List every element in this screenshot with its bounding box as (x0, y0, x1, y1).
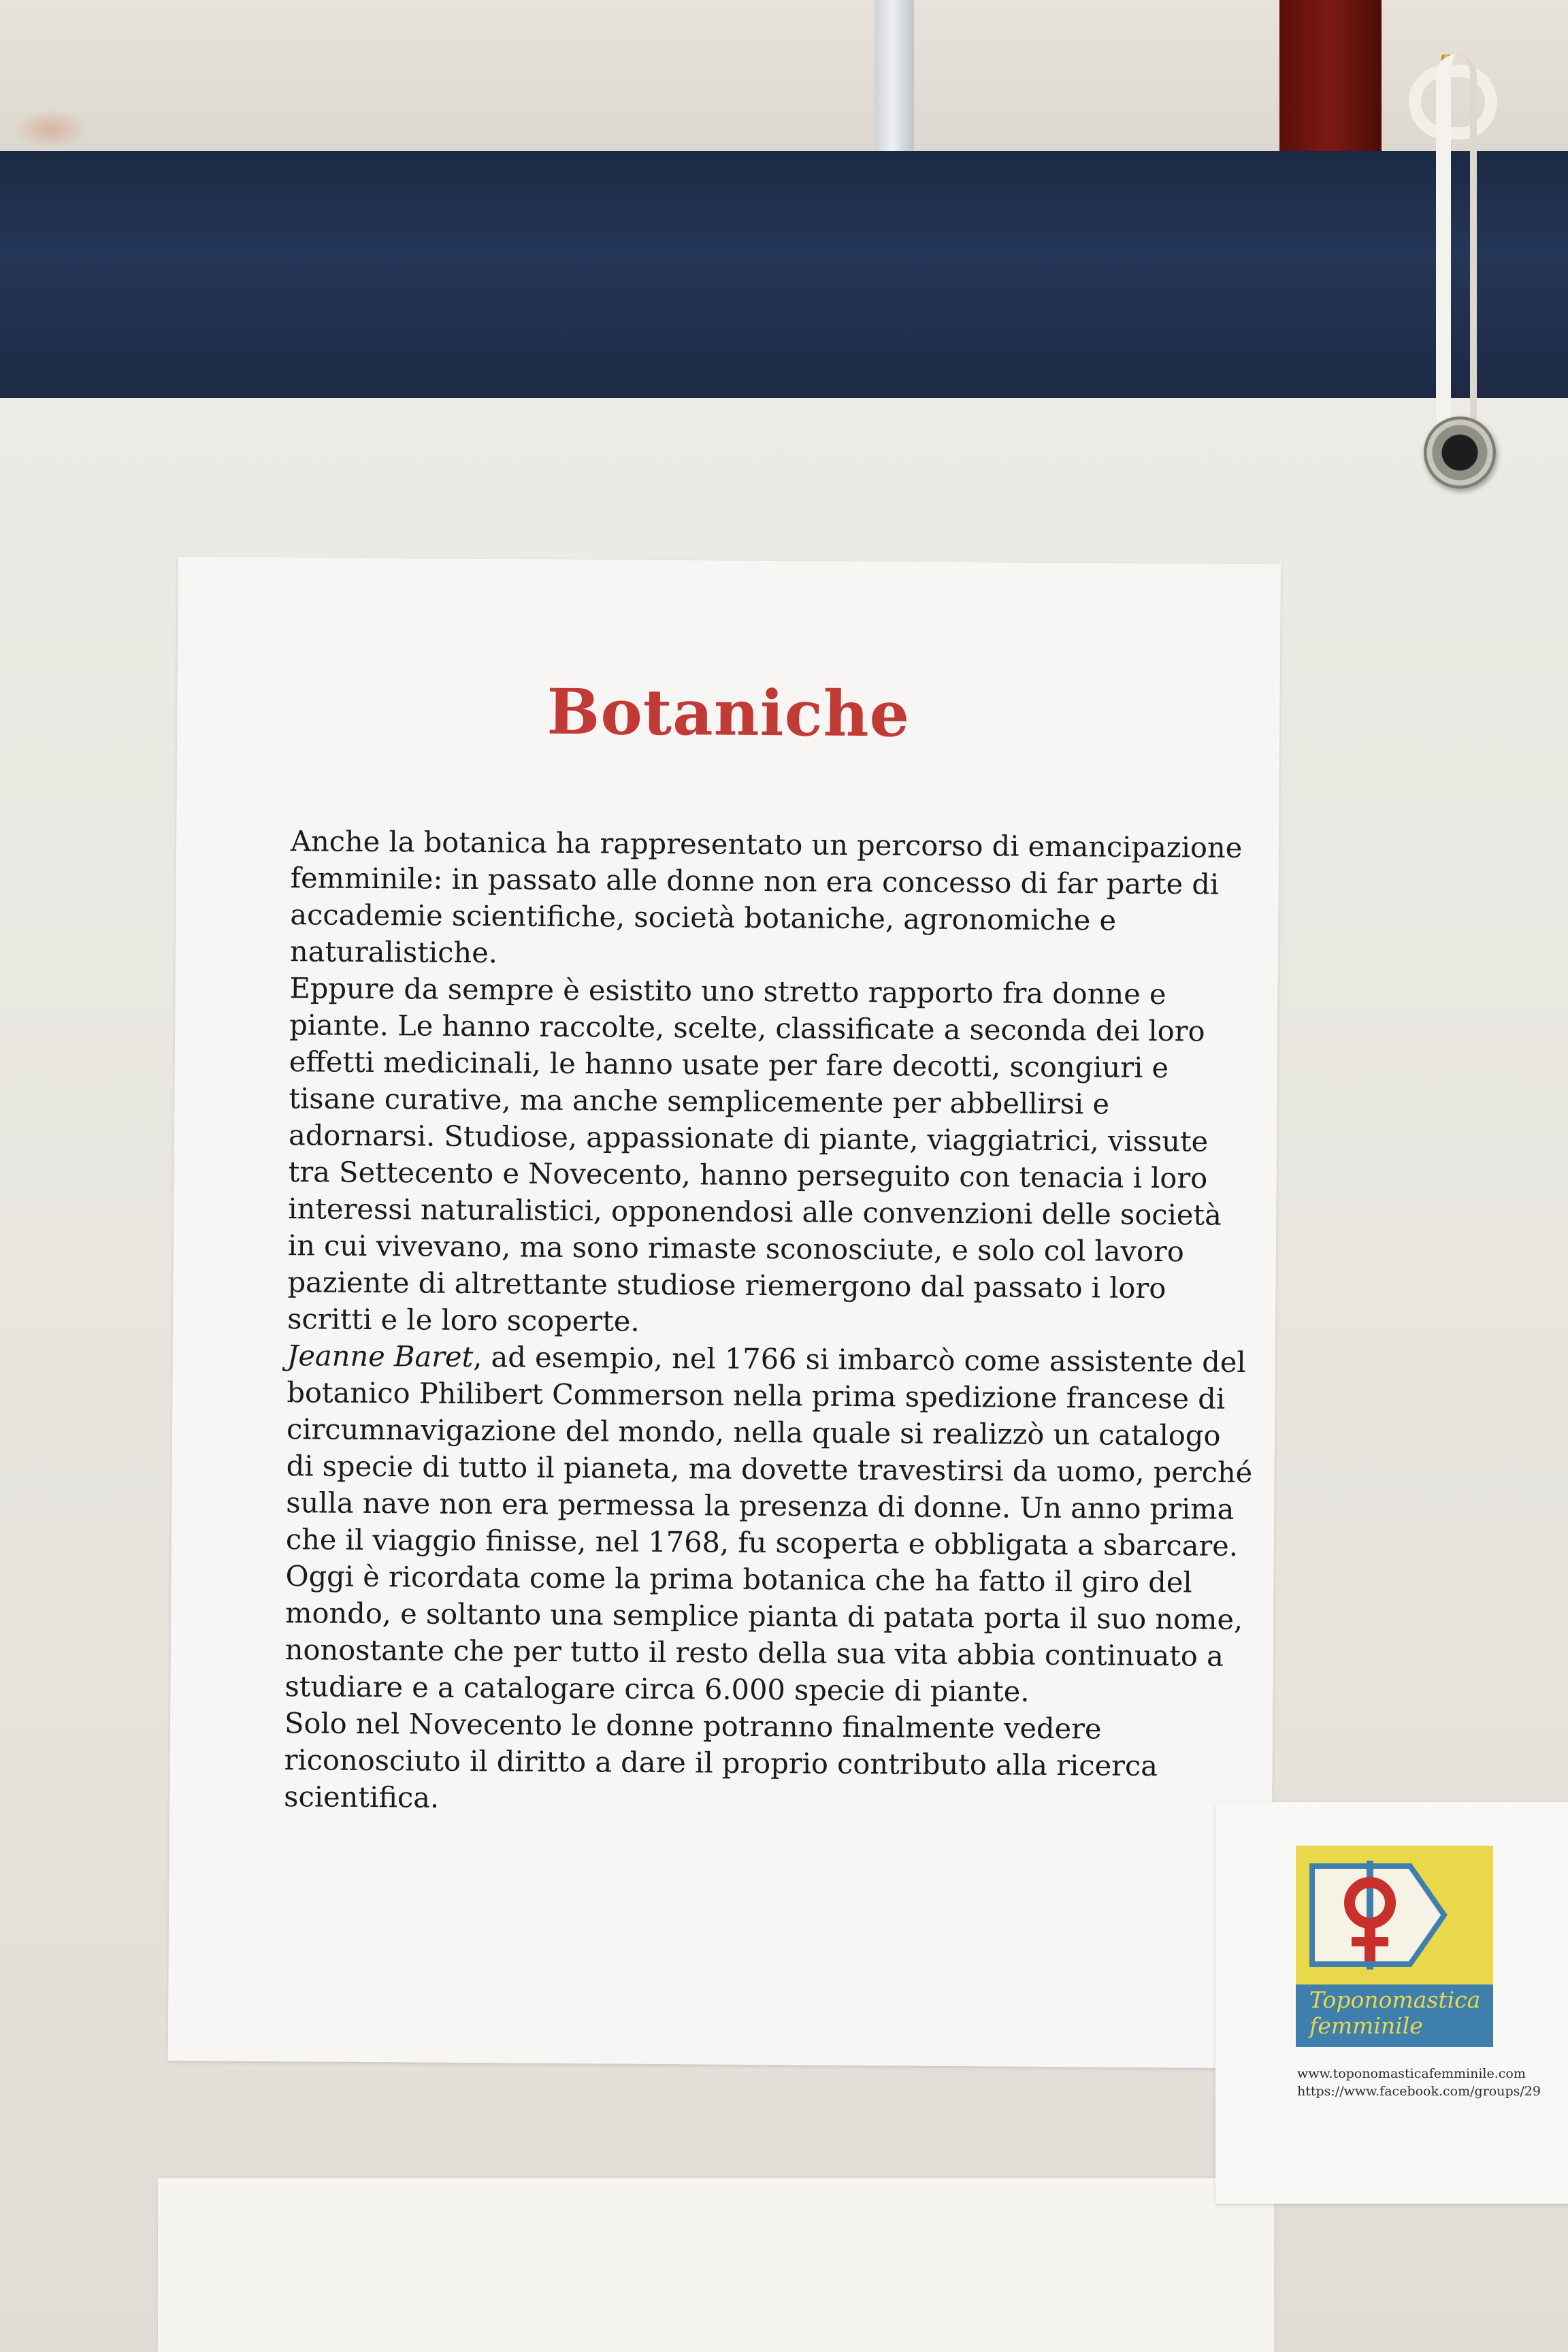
poster-body (284, 823, 1257, 1822)
toponomastica-logo (1296, 1846, 1493, 2047)
logo-line-1: Toponomastica (1309, 1987, 1481, 2013)
paragraph-intro: Anche la botanica ha rappresentato un percorso di emancipazione femminile: in passato alle donne non era concesso di far parte di accademie scientifiche, società botaniche, agronomiche e naturalistiche. (289, 824, 1243, 970)
wall-pipe (875, 0, 914, 157)
poster-title: Botaniche (546, 674, 911, 751)
logo-text (1309, 1987, 1486, 2039)
card-links (1297, 2065, 1568, 2100)
paragraph-jeanne-baret (284, 1337, 1254, 1712)
red-panel (1279, 0, 1382, 157)
hanging-cord (1436, 54, 1477, 436)
jeanne-baret-text: , ad esempio, nel 1766 si imbarcò come assistente del botanico Philibert Commerson nella prima spedizione francese di circumnavigazione del mondo, nella quale si realizzò un catalogo di specie di tutto il pianeta, ma dovette travestirsi da uomo, perché sulla nave non era permessa la presenza di donne. Un anno prima che il viaggio finisse, nel 1768, fu scoperta e obbligata a sbarcare. Oggi è ricordata come la prima botanica che ha fatto il giro del mondo, e soltanto una semplice pianta di patata porta il suo nome, nonostante che per tutto il resto della sua vita abbia continuato a studiare e a catalogare circa 6.000 specie di piante. (284, 1340, 1253, 1708)
metal-grommet (1424, 416, 1496, 489)
paragraph-conclusion: Solo nel Novecento le donne potranno finalmente vedere riconosciuto il diritto a dare il proprio contributo alla ricerca scientifica. (284, 1706, 1158, 1814)
venus-symbol-signpost-icon (1308, 1861, 1451, 1970)
wall-decoration (14, 109, 88, 150)
poster-sheet (168, 557, 1281, 2068)
paragraph-women-and-plants: Eppure da sempre è esistito uno stretto rapporto fra donne e piante. Le hanno raccolte, scelte, classificate a seconda dei loro effetti medicinali, le hanno usate per fare decotti, scongiuri e tisane curative, ma anche semplicemente per abbellirsi e adornarsi. Studiose, appassionate di piante, viaggiatrici, vissute tra Settecento e Novecento, hanno perseguito con tenacia i loro interessi naturalistici, opponendosi alle convenzioni delle società in cui vivevano, ma sono rimaste sconosciute, e solo col lavoro paziente di altrettante studiose riemergono dal passato i loro scritti e le loro scoperte. (287, 971, 1222, 1338)
facebook-link[interactable]: https://www.facebook.com/groups/29 (1297, 2084, 1541, 2099)
jeanne-baret-name: Jeanne Baret (287, 1339, 474, 1374)
blue-board-edge (0, 151, 1568, 402)
logo-card (1215, 1802, 1568, 2204)
lower-poster-sheet (158, 2178, 1274, 2352)
logo-line-2: femminile (1309, 2012, 1423, 2039)
website-link[interactable]: www.toponomasticafemminile.com (1297, 2066, 1526, 2081)
